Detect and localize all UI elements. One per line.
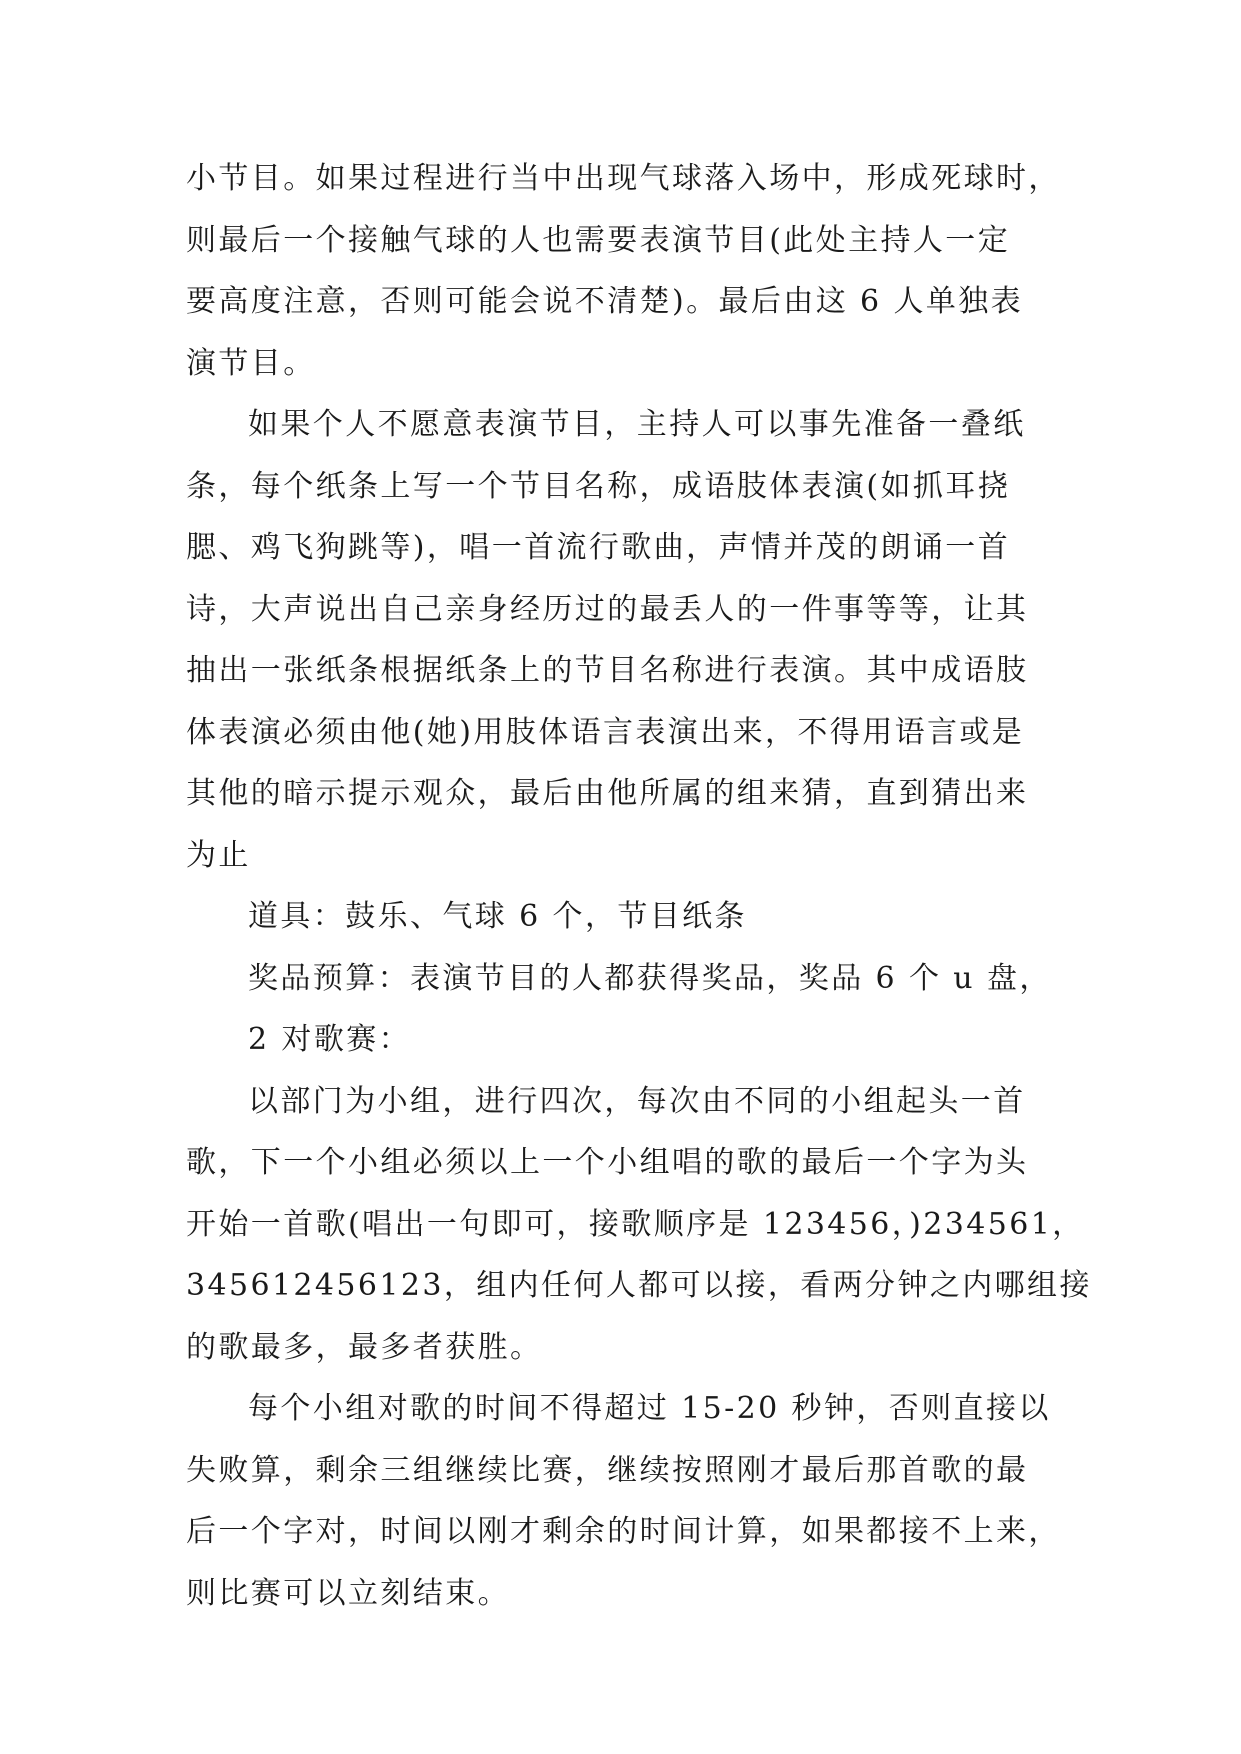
text-line: 如果个人不愿意表演节目，主持人可以事先准备一叠纸 bbox=[248, 407, 1026, 442]
text-line: 的歌最多，最多者获胜。 bbox=[186, 1329, 543, 1365]
text-line: 2 对歌赛： bbox=[248, 1022, 412, 1057]
text-line: 道具：鼓乐、气球 6 个，节目纸条 bbox=[248, 899, 747, 934]
text-line: 以部门为小组，进行四次，每次由不同的小组起头一首 bbox=[248, 1083, 1026, 1119]
text-line: 诗，大声说出自己亲身经历过的最丢人的一件事等等，让其 bbox=[186, 591, 1029, 627]
paragraph-7 bbox=[186, 1378, 1061, 1624]
text-line: 为止 bbox=[186, 837, 251, 873]
text-line: 345612456123，组内任何人都可以接，看两分钟之内哪组接 bbox=[186, 1268, 1092, 1303]
paragraph-props bbox=[186, 886, 1056, 948]
text-line: 开始一首歌(唱出一句即可，接歌顺序是 123456，)234561， bbox=[186, 1206, 1085, 1242]
paragraph-2 bbox=[186, 394, 1056, 886]
document-body bbox=[186, 148, 1092, 1624]
text-line: 条，每个纸条上写一个节目名称，成语肢体表演(如抓耳挠 bbox=[186, 468, 1011, 504]
paragraph-1 bbox=[186, 148, 1061, 394]
text-line: 歌，下一个小组必须以上一个小组唱的歌的最后一个字为头 bbox=[186, 1145, 1029, 1180]
section-heading-song-contest bbox=[186, 1009, 1056, 1071]
text-line: 体表演必须由他(她)用肢体语言表演出来，不得用语言或是 bbox=[186, 714, 1025, 750]
text-line: 小节目。如果过程进行当中出现气球落入场中，形成死球时， bbox=[186, 161, 1061, 196]
text-line: 则最后一个接触气球的人也需要表演节目(此处主持人一定 bbox=[186, 222, 1011, 258]
paragraph-6 bbox=[186, 1071, 1092, 1379]
text-line: 演节目。 bbox=[186, 345, 316, 381]
text-line: 失败算，剩余三组继续比赛，继续按照刚才最后那首歌的最 bbox=[186, 1452, 1029, 1488]
text-line: 则比赛可以立刻结束。 bbox=[186, 1575, 510, 1611]
text-line: 腮、鸡飞狗跳等)，唱一首流行歌曲，声情并茂的朗诵一首 bbox=[186, 530, 1011, 565]
text-line: 要高度注意，否则可能会说不清楚)。最后由这 6 人单独表 bbox=[186, 284, 1024, 319]
paragraph-prize-budget bbox=[186, 948, 1056, 1010]
text-line: 每个小组对歌的时间不得超过 15-20 秒钟，否则直接以 bbox=[248, 1391, 1051, 1426]
text-line: 奖品预算：表演节目的人都获得奖品，奖品 6 个 u 盘， bbox=[248, 960, 1052, 996]
text-line: 后一个字对，时间以刚才剩余的时间计算，如果都接不上来， bbox=[186, 1514, 1061, 1549]
text-line: 抽出一张纸条根据纸条上的节目名称进行表演。其中成语肢 bbox=[186, 653, 1029, 688]
text-line: 其他的暗示提示观众，最后由他所属的组来猜，直到猜出来 bbox=[186, 776, 1029, 811]
